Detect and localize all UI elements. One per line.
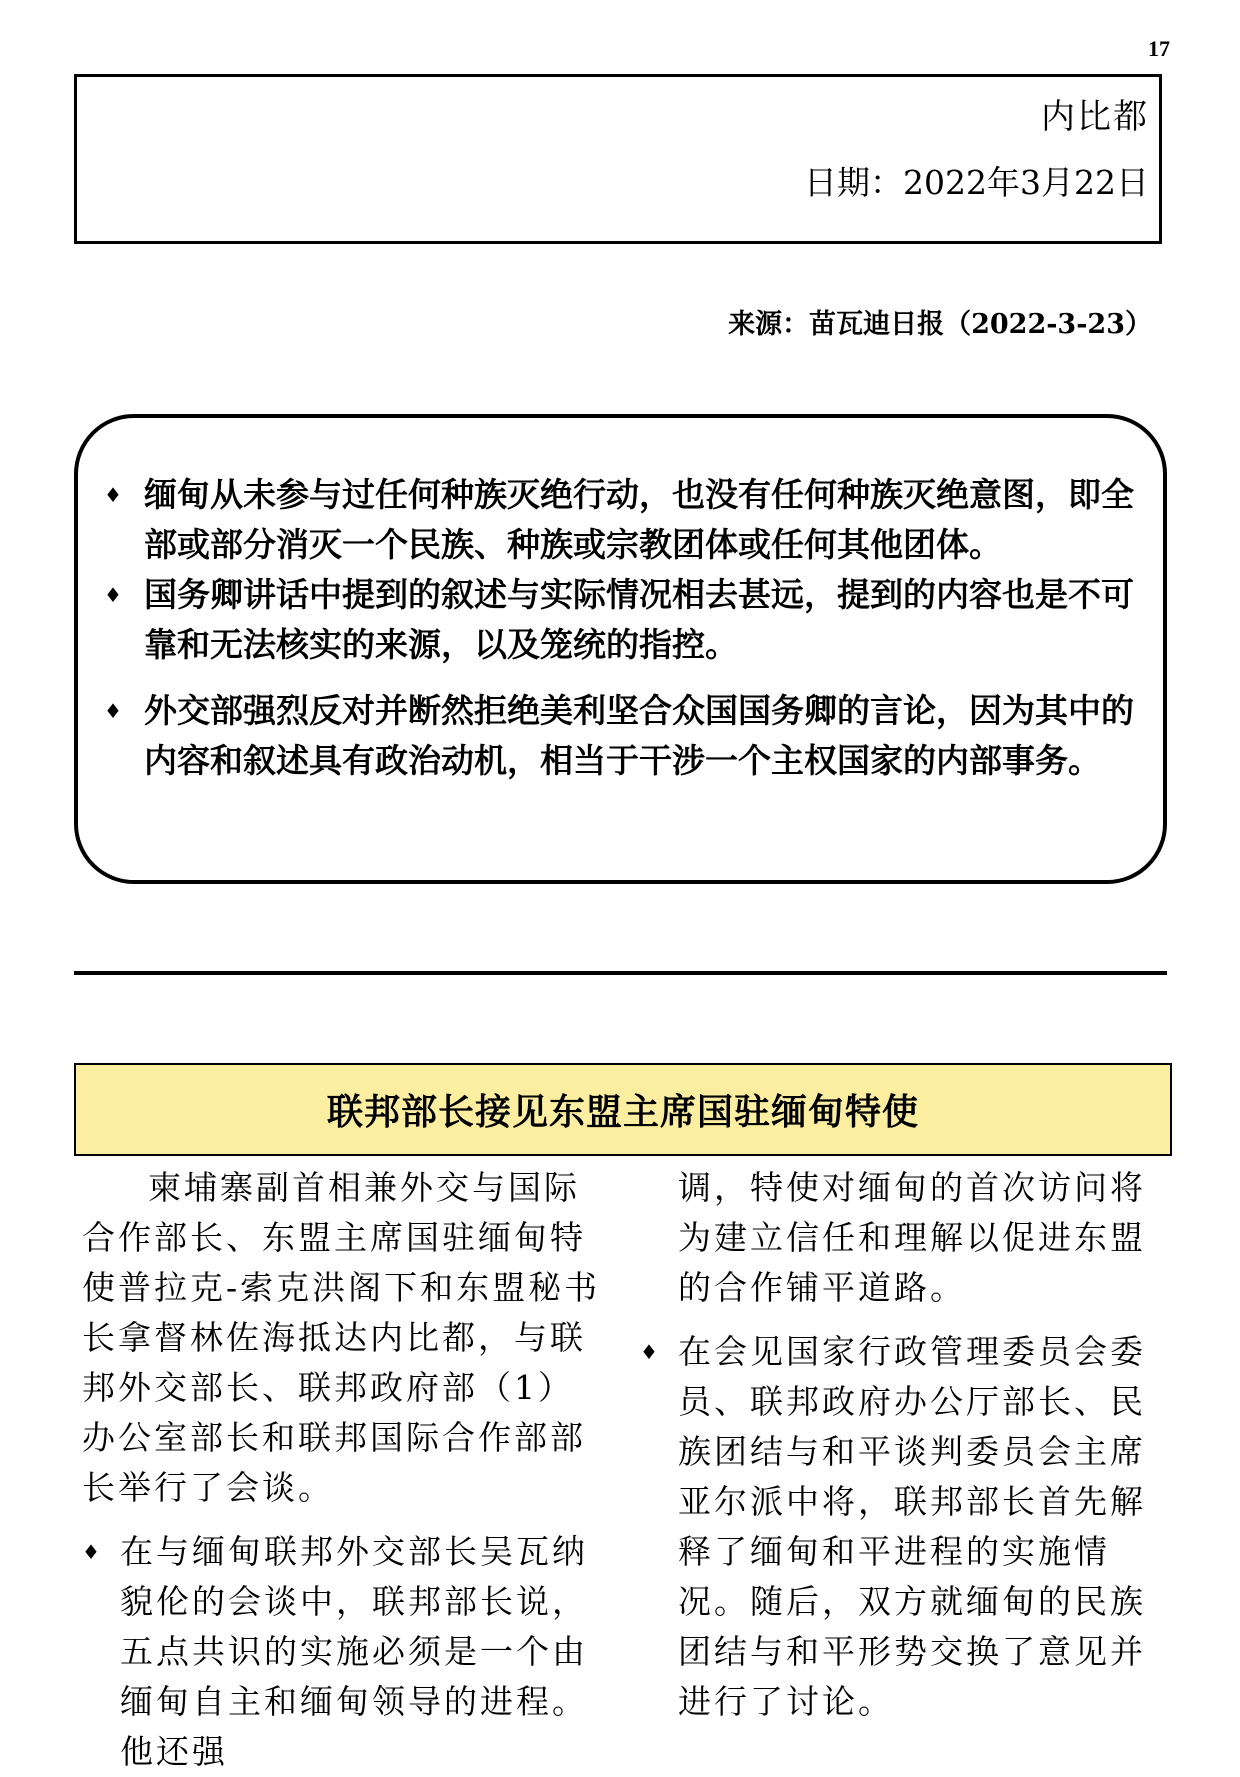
source-line: 来源：苗瓦迪日报（2022-3-23） (728, 309, 1152, 340)
summary-box (74, 414, 1167, 884)
summary-item (104, 470, 1144, 570)
headline-box (74, 1063, 1172, 1156)
article-bullet (640, 1327, 1170, 1727)
summary-item (104, 686, 1144, 786)
summary-item-text: 国务卿讲话中提到的叙述与实际情况相去甚远，提到的内容也是不可靠和无法核实的来源，以及笼统的指控。 (144, 575, 1134, 664)
header-date: 日期：2022年3月22日 (804, 163, 1149, 202)
article-bullet-text: 在会见国家行政管理委员会委员、联邦政府办公厅部长、民族团结与和平谈判委员会主席亚尔派中将，联邦部长首先解释了缅甸和平进程的实施情况。随后，双方就缅甸的民族团结与和平形势交换了意见并进行了讨论。 (678, 1332, 1146, 1721)
article-bullet-text: 在与缅甸联邦外交部长吴瓦纳貌伦的会谈中，联邦部长说，五点共识的实施必须是一个由缅甸自主和缅甸领导的进程。他还强 (120, 1532, 588, 1771)
diamond-bullet-icon: ♦ (104, 583, 122, 607)
article-intro: 柬埔寨副首相兼外交与国际合作部长、东盟主席国驻缅甸特使普拉克-索克洪阁下和东盟秘书长拿督林佐海抵达内比都，与联邦外交部长、联邦政府部（1）办公室部长和联邦国际合作部部长举行了会谈。 (82, 1168, 601, 1507)
diamond-bullet-icon: ♦ (104, 483, 122, 507)
summary-item-text: 缅甸从未参与过任何种族灭绝行动，也没有任何种族灭绝意图，即全部或部分消灭一个民族、种族或宗教团体或任何其他团体。 (144, 475, 1134, 564)
diamond-bullet-icon: ♦ (104, 699, 122, 723)
header-city: 内比都 (1041, 97, 1149, 137)
article-column-right (640, 1163, 1170, 1727)
article-bullet (82, 1527, 602, 1777)
section-divider (74, 971, 1167, 975)
article-bullet-continued: 调，特使对缅甸的首次访问将为建立信任和理解以促进东盟的合作铺平道路。 (678, 1168, 1146, 1307)
summary-item (104, 570, 1144, 670)
article-column-left (82, 1163, 602, 1777)
header-box (74, 74, 1162, 244)
page-number: 17 (1148, 36, 1170, 61)
diamond-bullet-icon: ♦ (82, 1540, 100, 1564)
diamond-bullet-icon: ♦ (640, 1340, 658, 1364)
article-headline: 联邦部长接见东盟主席国驻缅甸特使 (326, 1091, 919, 1133)
summary-item-text: 外交部强烈反对并断然拒绝美利坚合众国国务卿的言论，因为其中的内容和叙述具有政治动机，相当于干涉一个主权国家的内部事务。 (144, 691, 1134, 780)
